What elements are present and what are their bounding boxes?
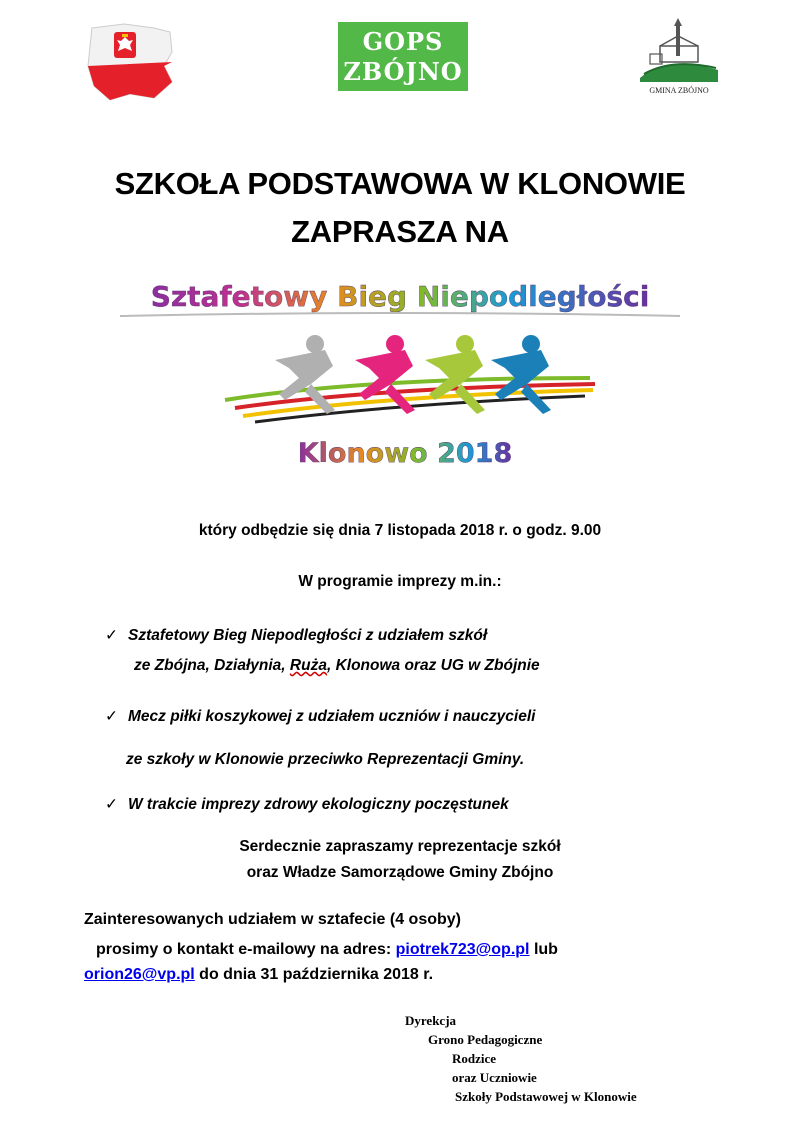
event-title-text: Sztafetowy Bieg Niepodległości [150, 280, 650, 313]
signature-line: oraz Uczniowie [452, 1070, 537, 1085]
contact-text: lub [529, 941, 558, 958]
program-item-text: Mecz piłki koszykowej z udziałem uczniów i nauczycieli [128, 708, 536, 725]
checkmark-icon: ✓ [105, 708, 118, 725]
program-item-text: W trakcie imprezy zdrowy ekologiczny poczęstunek [128, 796, 509, 813]
contact-line-3 [84, 966, 433, 984]
signature-line: Rodzice [452, 1051, 497, 1066]
program-item-basketball-continued: ze szkoły w Klonowie przeciwko Reprezentacji Gminy. [126, 751, 525, 768]
program-item-basketball [105, 707, 535, 726]
gops-logo-line2: ZBÓJNO [343, 57, 463, 86]
event-title-art [100, 276, 700, 320]
invitation-line-1: Serdecznie zapraszamy reprezentacje szkół [239, 838, 561, 855]
event-date-line: który odbędzie się dnia 7 listopada 2018 r. o godz. 9.00 [198, 522, 602, 539]
program-item-relay-continued [134, 657, 540, 675]
checkmark-icon: ✓ [105, 796, 118, 813]
signature-line: Grono Pedagogiczne [428, 1032, 543, 1047]
program-item-relay [105, 626, 487, 645]
program-item-text: ze Zbójna, Działynia, [134, 657, 290, 674]
invites-heading: ZAPRASZA NA [291, 214, 509, 249]
contact-line-2 [96, 941, 558, 959]
email-link-piotrek[interactable]: piotrek723@op.pl [395, 941, 530, 958]
signature-line: Szkoły Podstawowej w Klonowie [455, 1089, 637, 1104]
gmina-logo-caption: GMINA ZBÓJNO [649, 86, 709, 95]
spellcheck-word: Ruża [289, 657, 327, 674]
event-subtitle-text: Klonowo 2018 [297, 438, 513, 469]
school-heading: SZKOŁA PODSTAWOWA W KLONOWIE [114, 166, 686, 201]
event-subtitle-art [260, 432, 550, 472]
contact-text: do dnia 31 października 2018 r. [194, 966, 434, 983]
gops-zbojno-logo [338, 22, 468, 91]
invitation-line-2: oraz Władze Samorządowe Gminy Zbójno [246, 864, 554, 881]
poland-flag-map-logo [84, 22, 176, 102]
signature-line: Dyrekcja [405, 1013, 457, 1028]
contact-text: prosimy o kontakt e-mailowy na adres: [96, 941, 396, 958]
runners-illustration [215, 330, 605, 440]
contact-line-1: Zainteresowanych udziałem w sztafecie (4 osoby) [84, 911, 461, 928]
gops-logo-line1: GOPS [362, 27, 444, 56]
email-link-orion[interactable]: orion26@vp.pl [84, 966, 195, 983]
checkmark-icon: ✓ [105, 627, 118, 644]
program-title: W programie imprezy m.in.: [298, 573, 502, 590]
program-item-refreshments [105, 795, 509, 814]
program-item-text: Sztafetowy Bieg Niepodległości z udziałem szkół [128, 627, 488, 644]
program-item-text: , Klonowa oraz UG w Zbójnie [326, 657, 540, 674]
